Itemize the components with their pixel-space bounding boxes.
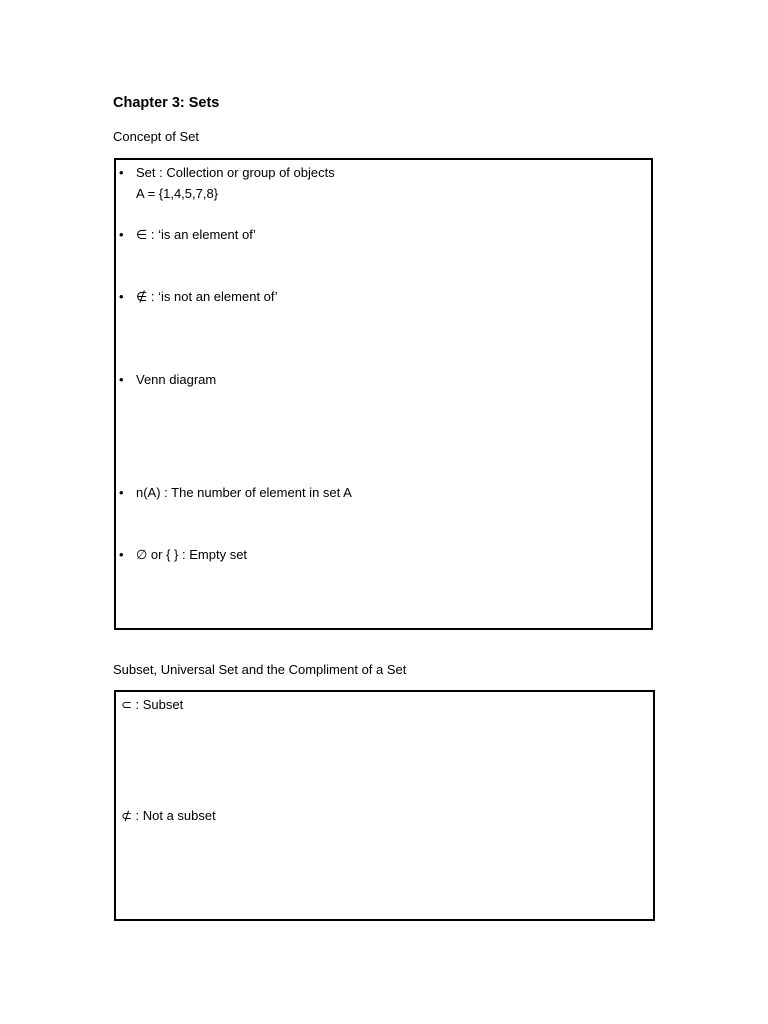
subset-box <box>114 690 655 921</box>
set-example-text: A = {1,4,5,7,8} <box>136 186 219 201</box>
chapter-title: Chapter 3: Sets <box>113 95 220 111</box>
venn-diagram-text: Venn diagram <box>136 372 217 387</box>
bullet: • <box>119 227 124 242</box>
set-definition-text: Set : Collection or group of objects <box>136 165 335 180</box>
not-subset-text: ⊄ : Not a subset <box>121 808 216 823</box>
bullet: • <box>119 485 124 500</box>
number-of-elements-text: n(A) : The number of element in set A <box>136 485 352 500</box>
bullet: • <box>119 372 124 387</box>
subset-text: ⊂ : Subset <box>121 697 184 712</box>
not-element-of-text: ∉ : ‘is not an element of’ <box>136 289 278 304</box>
empty-set-text: ∅ or { } : Empty set <box>136 547 248 562</box>
bullet: • <box>119 165 124 180</box>
section-heading-concept-of-set: Concept of Set <box>113 129 199 144</box>
section-heading-subset: Subset, Universal Set and the Compliment of a Set <box>113 662 407 677</box>
bullet: • <box>119 547 124 562</box>
element-of-text: ∈ : ‘is an element of’ <box>136 227 256 242</box>
bullet: • <box>119 289 124 304</box>
concept-of-set-box <box>114 158 653 630</box>
